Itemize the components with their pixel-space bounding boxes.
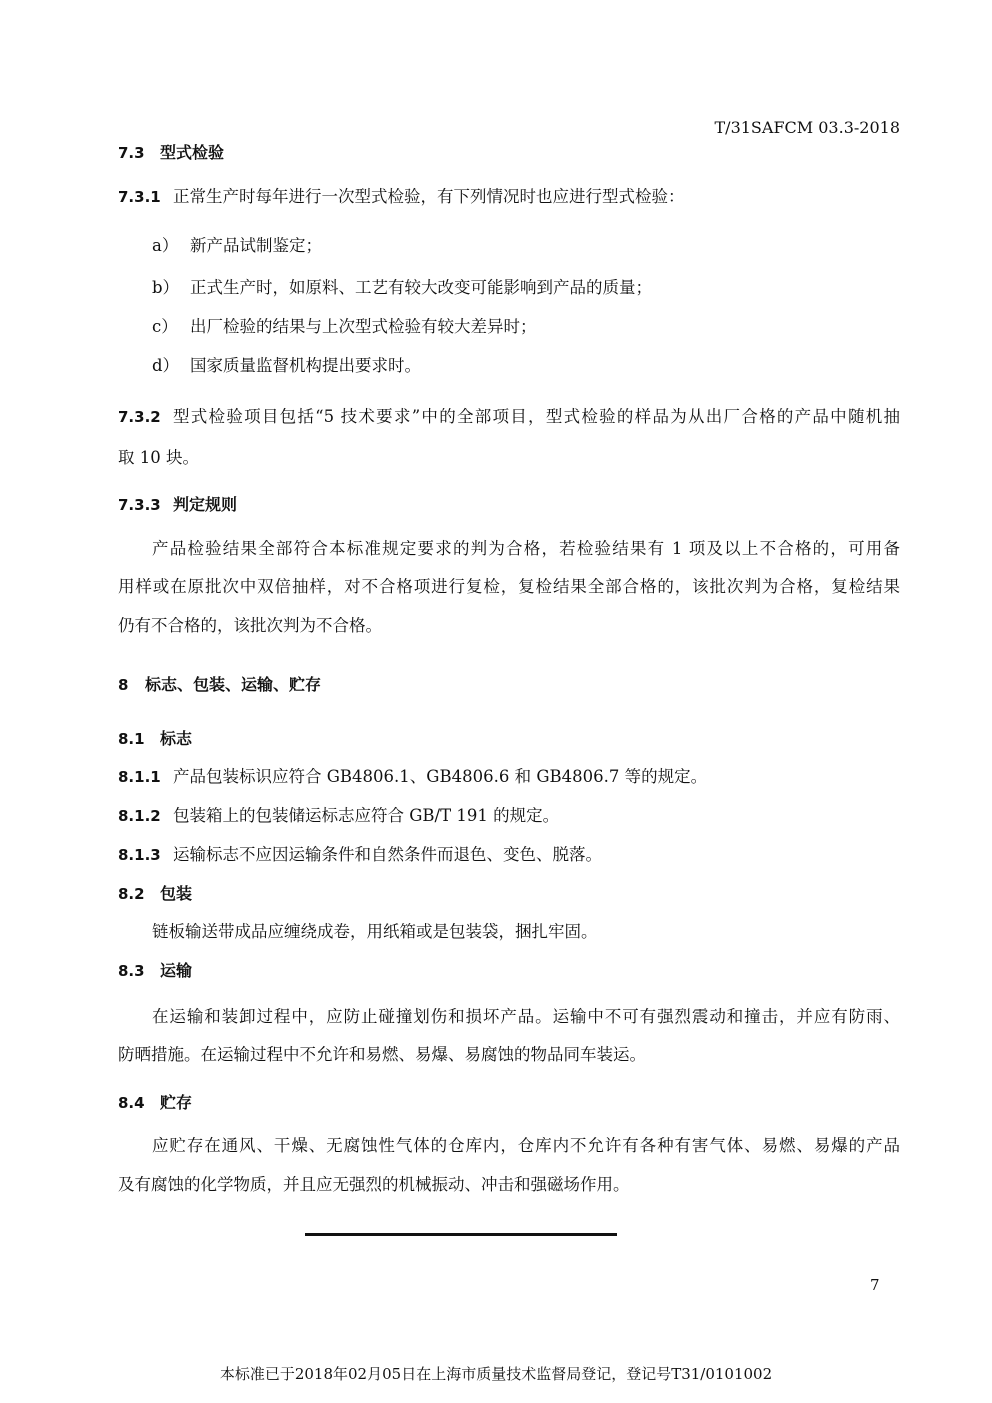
clause-text: 运输标志不应因运输条件和自然条件而退色、变色、脱落。 bbox=[173, 845, 602, 864]
end-rule bbox=[305, 1233, 617, 1236]
list-marker: b） bbox=[152, 278, 180, 297]
list-item-text: 正式生产时，如原料、工艺有较大改变可能影响到产品的质量； bbox=[190, 278, 652, 297]
paragraph-line bbox=[118, 577, 900, 597]
section-number: 8.3 bbox=[118, 962, 145, 980]
page-number: 7 bbox=[870, 1276, 880, 1294]
paragraph-text: 链板输送带成品应缠绕成卷，用纸箱或是包装袋，捆扎牢固。 bbox=[152, 922, 598, 941]
document-code: T/31SAFCM 03.3-2018 bbox=[714, 118, 900, 137]
section-number: 8.1 bbox=[118, 730, 145, 748]
list-marker: c） bbox=[152, 317, 178, 336]
section-heading-7-3 bbox=[118, 143, 900, 163]
clause-title: 判定规则 bbox=[173, 495, 238, 514]
clause-8-1-3 bbox=[118, 845, 900, 865]
section-heading-8-2 bbox=[118, 884, 900, 904]
chapter-heading-8 bbox=[118, 675, 900, 695]
list-marker: d） bbox=[152, 356, 180, 375]
clause-number: 8.1.3 bbox=[118, 846, 161, 864]
section-heading-8-3 bbox=[118, 961, 900, 981]
section-title: 贮存 bbox=[160, 1093, 193, 1112]
clause-text: 包装箱上的包装储运标志应符合 GB/T 191 的规定。 bbox=[173, 806, 560, 825]
paragraph-text: 防晒措施。在运输过程中不允许和易燃、易爆、易腐蚀的物品同车装运。 bbox=[118, 1045, 646, 1064]
section-title: 包装 bbox=[160, 884, 193, 903]
section-heading-8-1 bbox=[118, 729, 900, 749]
list-item bbox=[152, 236, 322, 256]
paragraph-text: 用样或在原批次中双倍抽样，对不合格项进行复检，复检结果全部合格的，该批次判为合格，复检结果 bbox=[118, 577, 900, 596]
section-title: 型式检验 bbox=[160, 143, 225, 162]
paragraph-text: 在运输和装卸过程中，应防止碰撞划伤和损坏产品。运输中不可有强烈震动和撞击，并应有防雨、 bbox=[152, 1007, 900, 1026]
chapter-title: 标志、包装、运输、贮存 bbox=[145, 675, 322, 694]
list-item-text: 出厂检验的结果与上次型式检验有较大差异时； bbox=[190, 317, 537, 336]
list-item bbox=[152, 317, 537, 337]
clause-7-3-2 bbox=[118, 407, 900, 427]
clause-text-line bbox=[118, 448, 900, 468]
clause-heading-7-3-3 bbox=[118, 495, 900, 515]
paragraph-line bbox=[118, 1045, 900, 1065]
list-item-text: 国家质量监督机构提出要求时。 bbox=[190, 356, 421, 375]
paragraph-text: 产品检验结果全部符合本标准规定要求的判为合格，若检验结果有 1 项及以上不合格的，可用备 bbox=[152, 539, 900, 558]
section-heading-8-4 bbox=[118, 1093, 900, 1113]
paragraph-line bbox=[152, 922, 598, 942]
clause-8-1-1 bbox=[118, 767, 900, 787]
paragraph-text: 仍有不合格的，该批次判为不合格。 bbox=[118, 616, 382, 635]
list-item bbox=[152, 278, 652, 298]
clause-number: 7.3.2 bbox=[118, 408, 161, 426]
section-number: 8.2 bbox=[118, 885, 145, 903]
chapter-number: 8 bbox=[118, 676, 129, 694]
section-title: 运输 bbox=[160, 961, 193, 980]
paragraph-line bbox=[118, 1175, 900, 1195]
clause-number: 8.1.1 bbox=[118, 768, 161, 786]
list-item-text: 新产品试制鉴定； bbox=[190, 236, 322, 255]
section-number: 8.4 bbox=[118, 1094, 145, 1112]
clause-7-3-1 bbox=[118, 187, 900, 207]
clause-number: 7.3.3 bbox=[118, 496, 161, 514]
clause-number: 7.3.1 bbox=[118, 188, 161, 206]
paragraph-line bbox=[118, 616, 900, 636]
clause-text: 正常生产时每年进行一次型式检验，有下列情况时也应进行型式检验： bbox=[173, 187, 685, 206]
clause-text-line: 型式检验项目包括“5 技术要求”中的全部项目，型式检验的样品为从出厂合格的产品中随机抽 bbox=[173, 407, 900, 426]
paragraph-line bbox=[152, 1136, 900, 1156]
clause-8-1-2 bbox=[118, 806, 900, 826]
clause-text-line: 取 10 块。 bbox=[118, 448, 199, 467]
section-number: 7.3 bbox=[118, 144, 145, 162]
paragraph-line bbox=[152, 539, 900, 559]
paragraph-text: 及有腐蚀的化学物质，并且应无强烈的机械振动、冲击和强磁场作用。 bbox=[118, 1175, 630, 1194]
paragraph-text: 应贮存在通风、干燥、无腐蚀性气体的仓库内，仓库内不允许有各种有害气体、易燃、易爆的产品 bbox=[152, 1136, 900, 1155]
registration-footer: 本标准已于2018年02月05日在上海市质量技术监督局登记，登记号T31/0101002 bbox=[219, 1365, 773, 1383]
clause-text: 产品包装标识应符合 GB4806.1、GB4806.6 和 GB4806.7 等的规定。 bbox=[173, 767, 708, 786]
clause-number: 8.1.2 bbox=[118, 807, 161, 825]
paragraph-line bbox=[152, 1007, 900, 1027]
list-item bbox=[152, 356, 421, 376]
section-title: 标志 bbox=[160, 729, 193, 748]
list-marker: a） bbox=[152, 236, 179, 255]
